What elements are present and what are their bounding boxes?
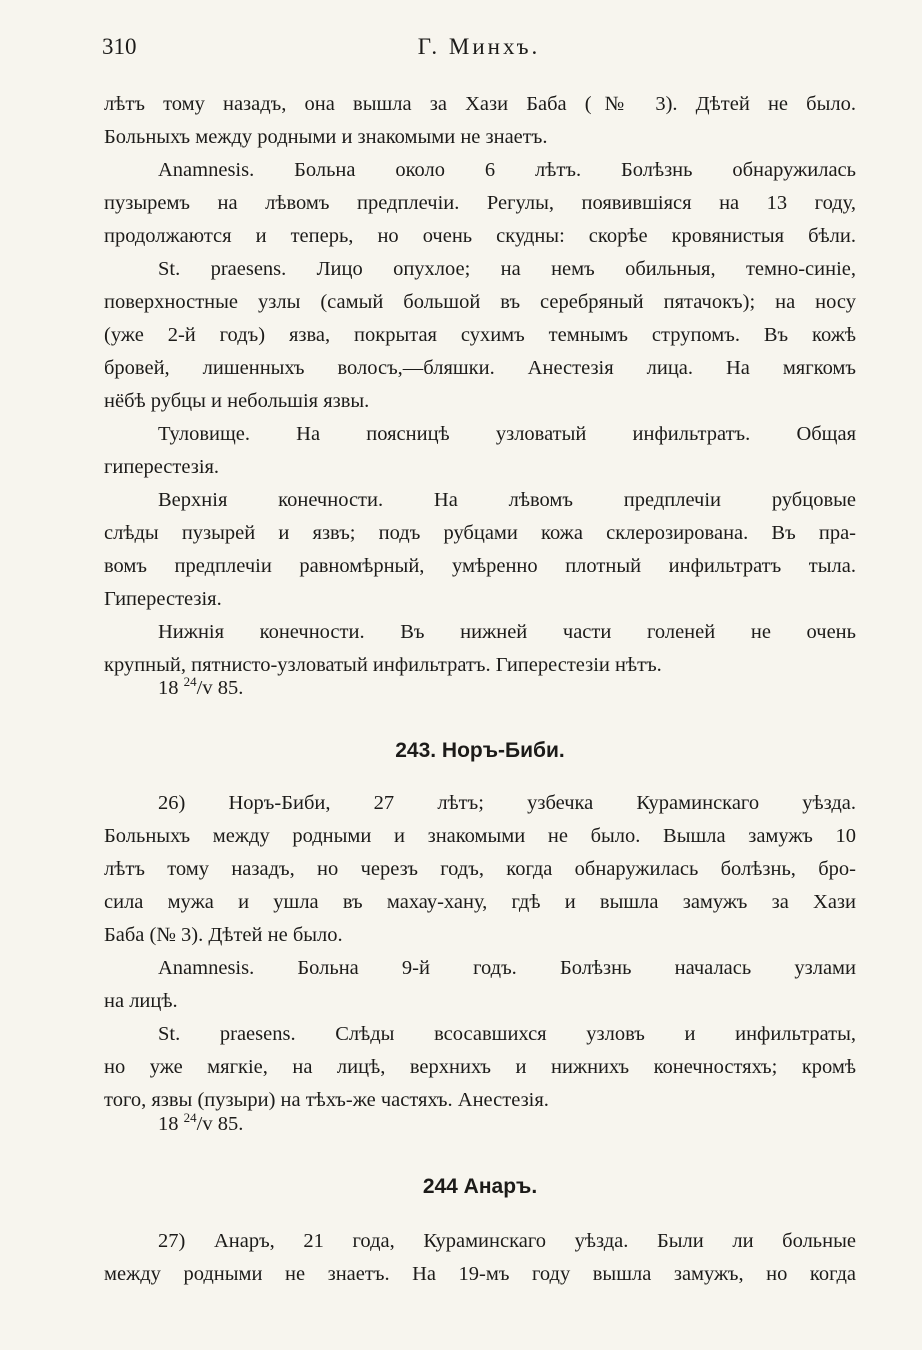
date-line: 18 $^{24}$/v 85. <box>158 674 244 699</box>
section-heading-243: 243. Норъ-Биби. <box>395 739 565 762</box>
paragraph-case-26-line: 26) Норъ-Биби, 27 лѣтъ; узбечка Кураминскаго уѣзда. <box>158 792 856 814</box>
text-line: лѣтъ тому назадъ, она вышла за Хази Баба (№ 3). Дѣтей не было. <box>104 93 856 115</box>
paragraph-lower-limbs-line: Нижнія конечности. Въ нижней части голеней не очень <box>158 621 856 643</box>
running-head <box>102 34 856 66</box>
text-line: пузыремъ на лѣвомъ предплечіи. Регулы, появившіяся на 13 году, <box>104 192 856 214</box>
text-line: лѣтъ тому назадъ, но черезъ годъ, когда обнаружилась болѣзнь, бро- <box>104 858 856 880</box>
text-line: на лицѣ. <box>104 990 178 1012</box>
text-line: Больныхъ между родными и знакомыми не знаетъ. <box>104 126 548 148</box>
date-line: 18 $^{24}$/v 85. <box>158 1110 244 1135</box>
running-head-author: Г. Минхъ. <box>417 34 541 59</box>
text-line: но уже мягкіе, на лицѣ, верхнихъ и нижнихъ конечностяхъ; кромѣ <box>104 1056 856 1078</box>
page-number: 310 <box>102 34 137 59</box>
text-line: Больныхъ между родными и знакомыми не было. Вышла замужъ 10 <box>104 825 856 847</box>
text-line: гиперестезія. <box>104 456 220 478</box>
paragraph-status-line: St. praesens. Слѣды всосавшихся узловъ и инфильтраты, <box>158 1023 856 1045</box>
text-line: (уже 2-й годъ) язва, покрытая сухимъ темнымъ струпомъ. Въ кожѣ <box>104 324 856 346</box>
paragraph-trunk-line: Туловище. На поясницѣ узловатый инфильтратъ. Общая <box>158 423 856 445</box>
paragraph-upper-limbs-line: Верхнія конечности. На лѣвомъ предплечіи рубцовые <box>158 489 856 511</box>
text-line: вомъ предплечіи равномѣрный, умѣренно плотный инфильтратъ тыла. <box>104 555 856 577</box>
text-line: нёбѣ рубцы и небольшія язвы. <box>104 390 370 412</box>
paragraph-case-27-line: 27) Анаръ, 21 года, Кураминскаго уѣзда. Были ли больные <box>158 1230 856 1252</box>
text-line: Баба (№ 3). Дѣтей не было. <box>104 924 343 946</box>
paragraph-anamnesis-line: Anamnesis. Больна 9-й годъ. Болѣзнь началась узлами <box>158 957 856 979</box>
text-line: поверхностные узлы (самый большой въ серебряный пятачокъ); на носу <box>104 291 856 313</box>
text-line: продолжаются и теперь, но очень скудны: скорѣе кровянистыя бѣли. <box>104 225 856 247</box>
text-line: бровей, лишенныхъ волосъ,—бляшки. Анестезія лица. На мягкомъ <box>104 357 856 379</box>
text-line: сила мужа и ушла въ махау-хану, гдѣ и вышла замужъ за Хази <box>104 891 856 913</box>
paragraph-status-line: St. praesens. Лицо опухлое; на немъ обильныя, темно-синіе, <box>158 258 856 280</box>
text-line: между родными не знаетъ. На 19-мъ году вышла замужъ, но когда <box>104 1263 856 1285</box>
paragraph-anamnesis-line: Anamnesis. Больна около 6 лѣтъ. Болѣзнь обнаружилась <box>158 159 856 181</box>
section-heading-244: 244 Анаръ. <box>422 1175 538 1198</box>
text-line: крупный, пятнисто-узловатый инфильтратъ. Гиперестезіи нѣтъ. <box>104 654 662 676</box>
text-line: слѣды пузырей и язвъ; подъ рубцами кожа склерозирована. Въ пра- <box>104 522 856 544</box>
text-line: Гиперестезія. <box>104 588 222 610</box>
text-line: того, язвы (пузыри) на тѣхъ-же частяхъ. Анестезія. <box>104 1089 549 1111</box>
